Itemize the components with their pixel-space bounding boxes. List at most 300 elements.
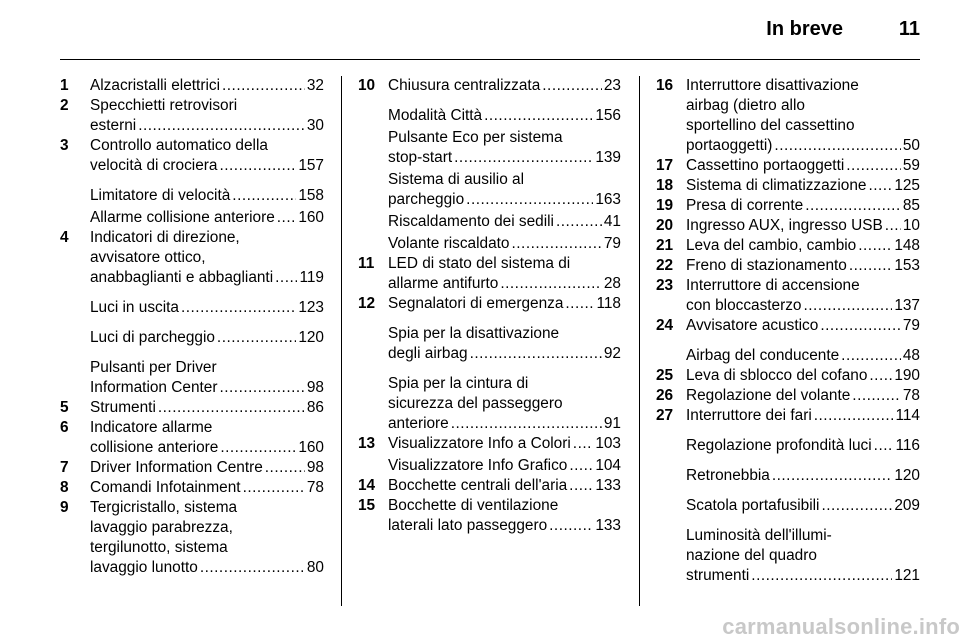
entry-text-line: nazione del quadro	[686, 547, 817, 564]
entry-label: parcheggio	[388, 191, 465, 208]
page-reference[interactable]: 158	[298, 187, 324, 204]
entry-last-line	[90, 478, 324, 498]
dot-leader	[484, 106, 593, 126]
page-reference[interactable]: 160	[298, 439, 324, 456]
item-number: 22	[656, 257, 674, 274]
entry-text-line: Bocchette di ventilazione	[388, 497, 559, 514]
entry-last-line	[90, 76, 324, 96]
page-reference[interactable]: 92	[603, 345, 621, 362]
page-reference[interactable]: 119	[299, 269, 324, 286]
page-reference[interactable]: 120	[894, 467, 920, 484]
index-entry[interactable]	[358, 170, 621, 210]
entry-last-line	[90, 378, 324, 398]
entry-body	[388, 76, 621, 96]
entry-body	[686, 346, 920, 366]
dot-leader	[470, 344, 602, 364]
entry-last-line	[686, 156, 920, 176]
entry-body	[686, 256, 920, 276]
index-entry[interactable]	[358, 106, 621, 126]
index-entry[interactable]	[358, 324, 621, 364]
entry-last-line	[388, 190, 621, 210]
entry-label: Interruttore dei fari	[686, 407, 812, 424]
index-entry[interactable]	[358, 254, 621, 294]
entry-body	[388, 374, 621, 434]
entry-last-line	[686, 316, 920, 336]
page-reference[interactable]: 85	[902, 197, 920, 214]
entry-last-line	[90, 268, 324, 288]
entry-label: Comandi Infotainment	[90, 479, 241, 496]
index-entry[interactable]	[60, 76, 324, 96]
entry-body	[90, 208, 324, 228]
index-entry[interactable]	[60, 358, 324, 398]
index-entry[interactable]	[656, 386, 920, 406]
entry-body	[686, 196, 920, 216]
index-entry[interactable]	[60, 458, 324, 478]
page-reference[interactable]: 98	[306, 379, 324, 396]
entry-label: Leva di sblocco del cofano	[686, 367, 868, 384]
item-number: 7	[60, 459, 69, 476]
index-entry[interactable]	[656, 156, 920, 176]
column-divider	[639, 76, 640, 606]
index-entry[interactable]	[358, 456, 621, 476]
entry-last-line	[90, 328, 324, 348]
item-number: 16	[656, 77, 674, 94]
item-number: 11	[358, 255, 375, 272]
dot-leader	[219, 156, 296, 176]
page-reference[interactable]: 121	[894, 567, 920, 584]
index-entry[interactable]	[656, 276, 920, 316]
page-reference[interactable]: 50	[902, 137, 920, 154]
entry-body	[90, 498, 324, 578]
page-reference[interactable]: 78	[306, 479, 324, 496]
entry-label: Luci di parcheggio	[90, 329, 215, 346]
index-entry[interactable]	[656, 76, 920, 156]
dot-leader	[219, 378, 304, 398]
entry-label: esterni	[90, 117, 137, 134]
index-column-1	[60, 76, 324, 578]
index-column-2	[358, 76, 621, 536]
entry-label: Ingresso AUX, ingresso USB	[686, 217, 883, 234]
page-reference[interactable]: 123	[298, 299, 324, 316]
dot-leader	[200, 558, 305, 578]
entry-text-line: Interruttore di accensione	[686, 277, 860, 294]
index-entry[interactable]	[358, 234, 621, 254]
item-number: 21	[656, 237, 674, 254]
entry-last-line	[388, 414, 621, 434]
index-entry[interactable]	[656, 236, 920, 256]
entry-label: Bocchette centrali dell'aria	[388, 477, 568, 494]
entry-body	[388, 324, 621, 364]
entry-label: Avvisatore acustico	[686, 317, 819, 334]
entry-last-line	[686, 256, 920, 276]
page-reference[interactable]: 80	[306, 559, 324, 576]
entry-body	[686, 316, 920, 336]
index-entry[interactable]	[656, 406, 920, 426]
entry-last-line	[686, 296, 920, 316]
entry-text-line: Indicatore allarme	[90, 419, 213, 436]
index-entry[interactable]	[358, 128, 621, 168]
item-number: 8	[60, 479, 69, 496]
dot-leader	[454, 148, 593, 168]
entry-label: Riscaldamento dei sedili	[388, 213, 554, 230]
dot-leader	[751, 566, 892, 586]
entry-label: Airbag del conducente	[686, 347, 840, 364]
entry-label: anteriore	[388, 415, 449, 432]
dot-leader	[565, 294, 594, 314]
index-entry[interactable]	[60, 136, 324, 176]
index-entry[interactable]	[358, 496, 621, 536]
entry-body	[388, 476, 621, 496]
dot-leader	[549, 516, 593, 536]
index-entry[interactable]	[60, 208, 324, 228]
entry-label: Chiusura centralizzata	[388, 77, 541, 94]
entry-label: Retronebbia	[686, 467, 770, 484]
entry-text-line: sportellino del cassettino	[686, 117, 855, 134]
item-number: 5	[60, 399, 69, 416]
entry-label: degli airbag	[388, 345, 468, 362]
entry-text-line: Spia per la disattivazione	[388, 325, 560, 342]
entry-last-line	[686, 566, 920, 586]
entry-last-line	[388, 476, 621, 496]
entry-label: portaoggetti)	[686, 137, 773, 154]
entry-body	[686, 236, 920, 256]
index-entry[interactable]	[60, 398, 324, 418]
page-reference[interactable]: 79	[603, 235, 621, 252]
entry-label: anabbaglianti e abbaglianti	[90, 269, 274, 286]
page-reference[interactable]: 160	[298, 209, 324, 226]
entry-body	[388, 170, 621, 210]
entry-text-line: Interruttore disattivazione	[686, 77, 859, 94]
entry-body	[90, 478, 324, 498]
entry-text-line: Tergicristallo, sistema	[90, 499, 238, 516]
page-reference[interactable]: 120	[298, 329, 324, 346]
page-reference[interactable]: 86	[306, 399, 324, 416]
dot-leader	[138, 116, 305, 136]
entry-label: con bloccasterzo	[686, 297, 802, 314]
dot-leader	[232, 186, 296, 206]
dot-leader	[220, 438, 296, 458]
page-reference[interactable]: 116	[895, 437, 920, 454]
entry-label: Driver Information Centre	[90, 459, 263, 476]
entry-body	[686, 156, 920, 176]
entry-body	[388, 128, 621, 168]
entry-body	[686, 526, 920, 586]
dot-leader	[265, 458, 305, 478]
dot-leader	[243, 478, 305, 498]
page-reference[interactable]: 190	[894, 367, 920, 384]
index-entry[interactable]	[656, 316, 920, 336]
page-reference[interactable]: 79	[902, 317, 920, 334]
index-entry[interactable]	[60, 418, 324, 458]
page-reference[interactable]: 91	[603, 415, 621, 432]
entry-last-line	[90, 208, 324, 228]
watermark: carmanualsonline.info	[722, 614, 960, 639]
column-divider	[341, 76, 342, 606]
entry-text-line: avvisatore ottico,	[90, 249, 206, 266]
index-entry[interactable]	[656, 196, 920, 216]
page-reference[interactable]: 23	[603, 77, 621, 94]
entry-text-line: Pulsanti per Driver	[90, 359, 217, 376]
page-reference[interactable]: 137	[894, 297, 920, 314]
entry-label: Leva del cambio, cambio	[686, 237, 857, 254]
dot-leader	[275, 268, 297, 288]
page-reference[interactable]: 41	[603, 213, 621, 230]
dot-leader	[500, 274, 602, 294]
item-number: 1	[60, 77, 69, 94]
item-number: 10	[358, 77, 376, 94]
dot-leader	[841, 346, 901, 366]
item-number: 13	[358, 435, 376, 452]
item-number: 19	[656, 197, 674, 214]
index-entry[interactable]	[656, 496, 920, 516]
item-number: 26	[656, 387, 674, 404]
index-entry[interactable]	[656, 346, 920, 366]
dot-leader	[869, 366, 892, 386]
entry-body	[388, 434, 621, 454]
entry-last-line	[90, 186, 324, 206]
page-reference[interactable]: 59	[902, 157, 920, 174]
page-reference[interactable]: 103	[595, 435, 621, 452]
entry-text-line: Sistema di ausilio al	[388, 171, 525, 188]
entry-label: Modalità Città	[388, 107, 483, 124]
page-reference[interactable]: 32	[306, 77, 324, 94]
entry-last-line	[388, 344, 621, 364]
entry-body	[686, 216, 920, 236]
entry-last-line	[388, 212, 621, 232]
index-entry[interactable]	[60, 478, 324, 498]
index-entry[interactable]	[60, 96, 324, 136]
entry-last-line	[388, 106, 621, 126]
entry-label: Limitatore di velocità	[90, 187, 231, 204]
dot-leader	[217, 328, 296, 348]
entry-last-line	[686, 496, 920, 516]
entry-text-line: Specchietti retrovisori	[90, 97, 238, 114]
index-entry[interactable]	[656, 466, 920, 486]
page-reference[interactable]: 118	[596, 295, 621, 312]
page-reference[interactable]: 209	[894, 497, 920, 514]
page-reference[interactable]: 98	[306, 459, 324, 476]
entry-body	[686, 176, 920, 196]
entry-text-line: airbag (dietro allo	[686, 97, 805, 114]
page-reference[interactable]: 148	[894, 237, 920, 254]
entry-label: Alzacristalli elettrici	[90, 77, 220, 94]
page-reference[interactable]: 156	[595, 107, 621, 124]
entry-last-line	[388, 516, 621, 536]
page-reference[interactable]: 153	[894, 257, 920, 274]
entry-label: Cassettino portaoggetti	[686, 157, 845, 174]
entry-body	[90, 76, 324, 96]
item-number: 4	[60, 229, 69, 246]
entry-body	[686, 466, 920, 486]
section-title: In breve	[766, 18, 843, 40]
entry-label: stop-start	[388, 149, 453, 166]
entry-body	[388, 106, 621, 126]
page-reference[interactable]: 157	[298, 157, 324, 174]
entry-body	[90, 228, 324, 288]
entry-last-line	[90, 458, 324, 478]
dot-leader	[512, 234, 602, 254]
entry-text-line: Controllo automatico della	[90, 137, 268, 154]
dot-leader	[466, 190, 593, 210]
page-reference[interactable]: 163	[595, 191, 621, 208]
dot-leader	[772, 466, 892, 486]
dot-leader	[846, 156, 901, 176]
index-entry[interactable]	[656, 216, 920, 236]
entry-body	[90, 96, 324, 136]
entry-label: Visualizzatore Info a Colori	[388, 435, 571, 452]
dot-leader	[874, 436, 894, 456]
index-entry[interactable]	[60, 328, 324, 348]
item-number: 27	[656, 407, 674, 424]
dot-leader	[181, 298, 296, 318]
page-reference[interactable]: 133	[595, 477, 621, 494]
entry-label: strumenti	[686, 567, 750, 584]
page-header	[0, 0, 960, 62]
entry-body	[388, 254, 621, 294]
entry-body	[388, 456, 621, 476]
entry-label: Freno di stazionamento	[686, 257, 847, 274]
entry-label: Allarme collisione anteriore	[90, 209, 275, 226]
entry-body	[686, 276, 920, 316]
entry-body	[686, 496, 920, 516]
page-reference[interactable]: 78	[902, 387, 920, 404]
entry-label: Volante riscaldato	[388, 235, 510, 252]
index-entry[interactable]	[358, 476, 621, 496]
entry-last-line	[90, 116, 324, 136]
index-entry[interactable]	[60, 186, 324, 206]
dot-leader	[569, 456, 593, 476]
entry-body	[90, 328, 324, 348]
entry-label: lavaggio lunotto	[90, 559, 198, 576]
entry-body	[388, 496, 621, 536]
entry-body	[90, 418, 324, 458]
item-number: 18	[656, 177, 674, 194]
entry-body	[388, 234, 621, 254]
index-entry[interactable]	[656, 256, 920, 276]
page-number: 11	[898, 18, 920, 40]
entry-text-line: Luminosità dell'illumi-	[686, 527, 832, 544]
entry-label: Luci in uscita	[90, 299, 179, 316]
entry-body	[686, 76, 920, 156]
page-reference[interactable]: 133	[595, 517, 621, 534]
dot-leader	[849, 256, 892, 276]
page-reference[interactable]: 48	[902, 347, 920, 364]
index-entry[interactable]	[60, 228, 324, 288]
entry-label: velocità di crociera	[90, 157, 218, 174]
index-entry[interactable]	[358, 374, 621, 434]
item-number: 14	[358, 477, 376, 494]
item-number: 12	[358, 295, 376, 312]
dot-leader	[569, 476, 593, 496]
page-reference[interactable]: 104	[595, 457, 621, 474]
index-entry[interactable]	[60, 498, 324, 578]
entry-label: collisione anteriore	[90, 439, 219, 456]
entry-body	[90, 398, 324, 418]
item-number: 20	[656, 217, 674, 234]
page-reference[interactable]: 10	[902, 217, 920, 234]
page-reference[interactable]: 30	[306, 117, 324, 134]
index-entry[interactable]	[60, 298, 324, 318]
entry-label: Scatola portafusibili	[686, 497, 820, 514]
dot-leader	[774, 136, 900, 156]
index-entry[interactable]	[656, 526, 920, 586]
page-reference[interactable]: 114	[895, 407, 920, 424]
dot-leader	[804, 296, 893, 316]
dot-leader	[222, 76, 305, 96]
entry-label: Regolazione del volante	[686, 387, 851, 404]
entry-last-line	[388, 294, 621, 314]
dot-leader	[573, 434, 594, 454]
index-entry[interactable]	[656, 366, 920, 386]
item-number: 9	[60, 499, 69, 516]
dot-leader	[868, 176, 892, 196]
header-divider	[60, 59, 920, 60]
entry-label: Presa di corrente	[686, 197, 804, 214]
entry-body	[686, 436, 920, 456]
dot-leader	[821, 496, 892, 516]
entry-last-line	[686, 176, 920, 196]
index-entry[interactable]	[656, 436, 920, 456]
entry-last-line	[90, 438, 324, 458]
entry-last-line	[90, 558, 324, 578]
entry-last-line	[90, 398, 324, 418]
dot-leader	[814, 406, 894, 426]
dot-leader	[820, 316, 901, 336]
entry-last-line	[388, 434, 621, 454]
entry-label: Regolazione profondità luci	[686, 437, 872, 454]
index-entry[interactable]	[358, 294, 621, 314]
page-reference[interactable]: 139	[595, 149, 621, 166]
entry-last-line	[90, 156, 324, 176]
entry-label: allarme antifurto	[388, 275, 499, 292]
index-entry[interactable]	[358, 76, 621, 96]
entry-last-line	[686, 136, 920, 156]
entry-last-line	[388, 456, 621, 476]
entry-last-line	[90, 298, 324, 318]
entry-body	[686, 366, 920, 386]
index-entry[interactable]	[358, 212, 621, 232]
dot-leader	[852, 386, 901, 406]
entry-text-line: sicurezza del passeggero	[388, 395, 563, 412]
item-number: 23	[656, 277, 674, 294]
entry-body	[90, 298, 324, 318]
entry-last-line	[388, 76, 621, 96]
entry-body	[90, 136, 324, 176]
entry-last-line	[686, 236, 920, 256]
entry-last-line	[686, 466, 920, 486]
index-entry[interactable]	[656, 176, 920, 196]
entry-last-line	[686, 216, 920, 236]
entry-text-line: LED di stato del sistema di	[388, 255, 571, 272]
entry-body	[90, 458, 324, 478]
item-number: 15	[358, 497, 376, 514]
item-number: 3	[60, 137, 69, 154]
entry-last-line	[388, 274, 621, 294]
item-number: 17	[656, 157, 674, 174]
entry-text-line: Pulsante Eco per sistema	[388, 129, 563, 146]
dot-leader	[858, 236, 892, 256]
index-entry[interactable]	[358, 434, 621, 454]
dot-leader	[158, 398, 305, 418]
page-reference[interactable]: 125	[894, 177, 920, 194]
entry-last-line	[686, 406, 920, 426]
page-reference[interactable]: 28	[603, 275, 621, 292]
entry-label: Segnalatori di emergenza	[388, 295, 564, 312]
item-number: 2	[60, 97, 69, 114]
entry-last-line	[686, 196, 920, 216]
dot-leader	[277, 208, 297, 228]
entry-last-line	[686, 386, 920, 406]
